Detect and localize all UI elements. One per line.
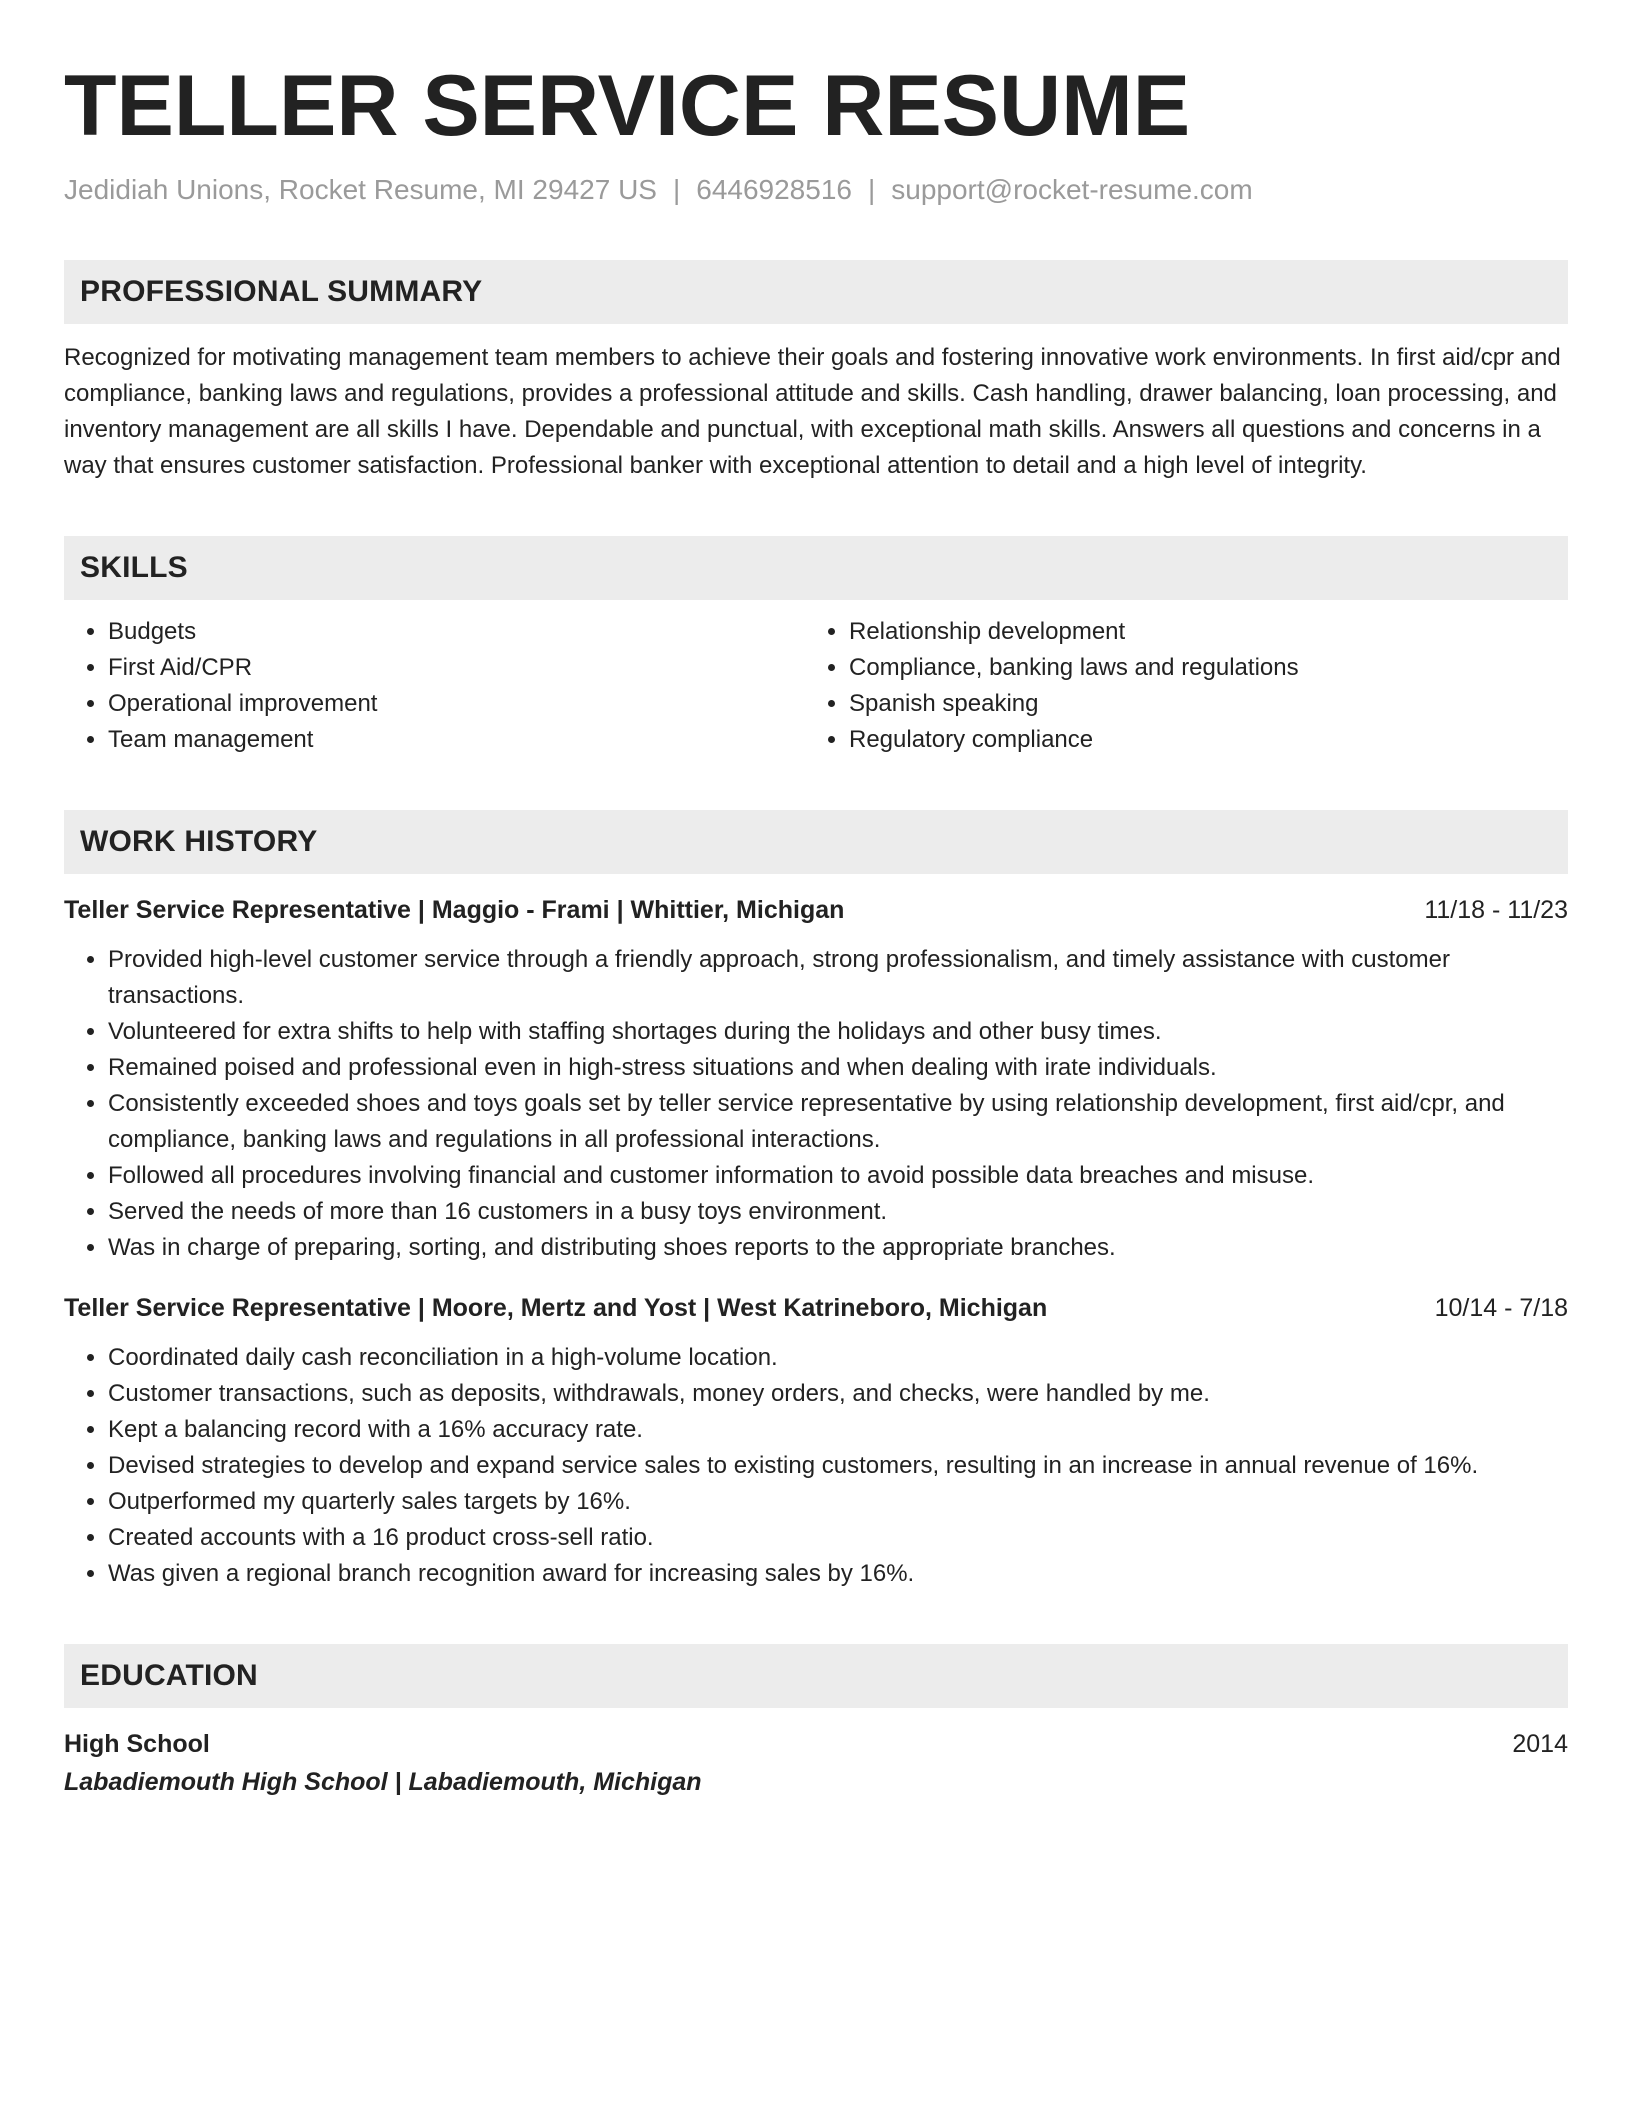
job-dates: 10/14 - 7/18 (1434, 1294, 1568, 1322)
job-title: Teller Service Representative | Maggio - Frami | Whittier, Michigan (64, 896, 845, 924)
job-bullets (64, 942, 1568, 1266)
job-bullet: • Was in charge of preparing, sorting, and distributing shoes reports to the appropriate branches. (108, 1230, 1568, 1266)
resume-title: TELLER SERVICE RESUME (64, 58, 1191, 154)
contact-separator: | (867, 174, 876, 205)
contact-line (64, 172, 1568, 208)
job-bullet: • Customer transactions, such as deposits, withdrawals, money orders, and checks, were handled by me. (108, 1376, 1568, 1412)
skills-column-right (805, 614, 1546, 758)
education-header (64, 1726, 1568, 1762)
education-school: Labadiemouth High School | Labadiemouth, Michigan (64, 1768, 702, 1796)
section-header-skills: SKILLS (64, 536, 1568, 600)
job-bullet: • Devised strategies to develop and expand service sales to existing customers, resulting in an increase in annual revenue of 16%. (108, 1448, 1568, 1484)
skill-item: • Team management (108, 722, 805, 758)
skill-item: • Relationship development (849, 614, 1546, 650)
job-bullet: • Consistently exceeded shoes and toys goals set by teller service representative by using relationship development, first aid/cpr, and compliance, banking laws and regulations in all professional interactions. (108, 1086, 1568, 1158)
skill-item: • First Aid/CPR (108, 650, 805, 686)
summary-text: Recognized for motivating management team members to achieve their goals and fostering innovative work environments. In first aid/cpr and compliance, banking laws and regulations, provides a professional attitude and skills. Cash handling, drawer balancing, loan processing, and inventory management are all skills I have. Dependable and punctual, with exceptional math skills. Answers all questions and concerns in a way that ensures customer satisfaction. Professional banker with exceptional attention to detail and a high level of integrity. (64, 344, 1561, 479)
job-header (64, 892, 1568, 928)
job-bullet: • Coordinated daily cash reconciliation in a high-volume location. (108, 1340, 1568, 1376)
skills-list (64, 614, 1568, 758)
job-bullet: • Kept a balancing record with a 16% accuracy rate. (108, 1412, 1568, 1448)
job-bullet: • Outperformed my quarterly sales targets by 16%. (108, 1484, 1568, 1520)
job-bullet: • Was given a regional branch recognition award for increasing sales by 16%. (108, 1556, 1568, 1592)
job-bullets (64, 1340, 1568, 1592)
skills-column-left (64, 614, 805, 758)
skill-item: • Compliance, banking laws and regulations (849, 650, 1546, 686)
skill-item: • Regulatory compliance (849, 722, 1546, 758)
job-header (64, 1290, 1568, 1326)
job-bullet: • Created accounts with a 16 product cross-sell ratio. (108, 1520, 1568, 1556)
contact-separator: | (672, 174, 681, 205)
job-dates: 11/18 - 11/23 (1424, 896, 1568, 924)
job-bullet: • Provided high-level customer service through a friendly approach, strong professionalism, and timely assistance with customer transactions. (108, 942, 1568, 1014)
section-header-summary: PROFESSIONAL SUMMARY (64, 260, 1568, 324)
contact-phone: 6446928516 (696, 174, 852, 205)
job-bullet: • Remained poised and professional even in high-stress situations and when dealing with irate individuals. (108, 1050, 1568, 1086)
education-degree: High School (64, 1730, 210, 1758)
skill-item: • Operational improvement (108, 686, 805, 722)
job-bullet: • Followed all procedures involving financial and customer information to avoid possible data breaches and misuse. (108, 1158, 1568, 1194)
job-title: Teller Service Representative | Moore, Mertz and Yost | West Katrineboro, Michigan (64, 1294, 1048, 1322)
skill-item: • Spanish speaking (849, 686, 1546, 722)
job-bullet: • Served the needs of more than 16 customers in a busy toys environment. (108, 1194, 1568, 1230)
section-header-work-history: WORK HISTORY (64, 810, 1568, 874)
contact-email: support@rocket-resume.com (891, 174, 1253, 205)
job-bullet: • Volunteered for extra shifts to help with staffing shortages during the holidays and other busy times. (108, 1014, 1568, 1050)
contact-address: Jedidiah Unions, Rocket Resume, MI 29427 US (64, 174, 657, 205)
education-year: 2014 (1512, 1730, 1568, 1758)
section-header-education: EDUCATION (64, 1644, 1568, 1708)
skill-item: • Budgets (108, 614, 805, 650)
